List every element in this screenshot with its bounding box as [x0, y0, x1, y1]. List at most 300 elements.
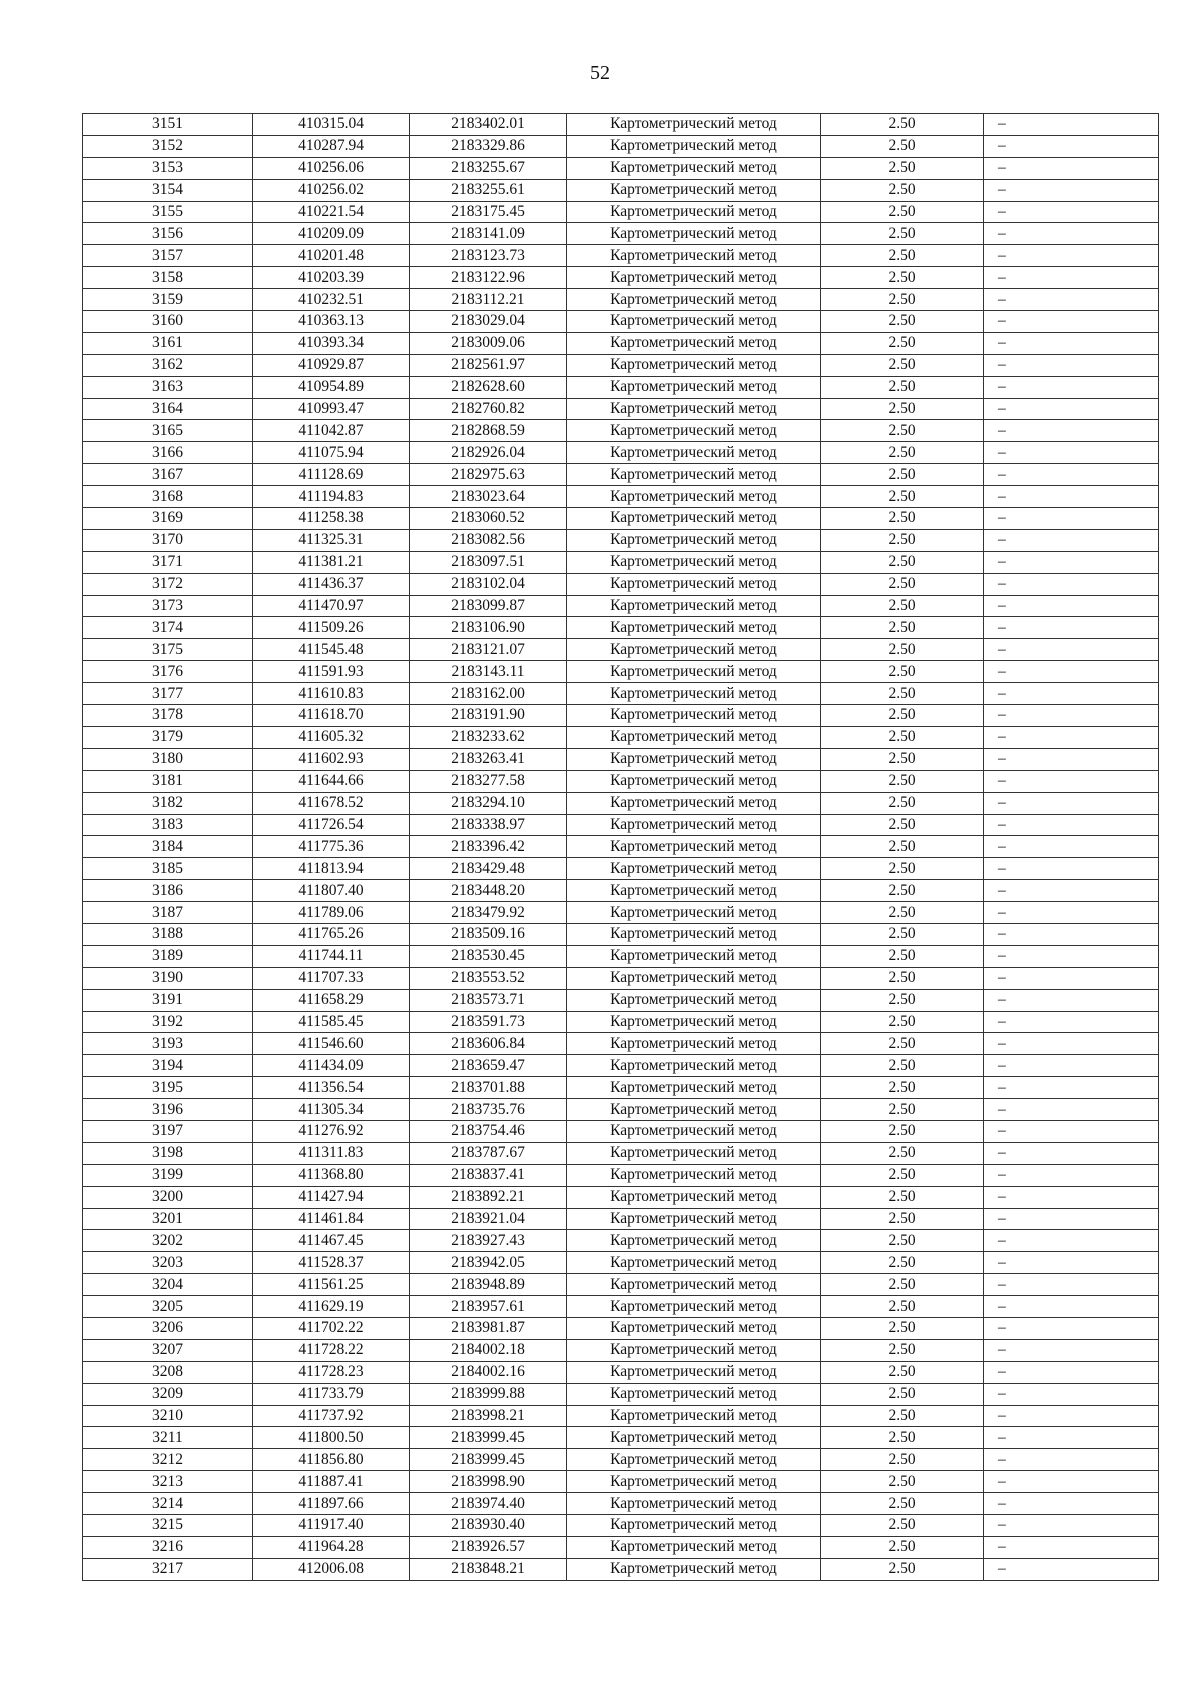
point-number-cell: 3189 [83, 945, 253, 967]
precision-cell: 2.50 [821, 726, 984, 748]
precision-cell: 2.50 [821, 464, 984, 486]
point-number-cell: 3176 [83, 661, 253, 683]
description-cell: – [984, 1471, 1159, 1493]
point-number-cell: 3185 [83, 858, 253, 880]
method-cell: Картометрический метод [567, 683, 821, 705]
table-row [83, 1296, 1159, 1318]
point-number-cell: 3182 [83, 792, 253, 814]
description-cell: – [984, 267, 1159, 289]
method-cell: Картометрический метод [567, 836, 821, 858]
method-cell: Картометрический метод [567, 486, 821, 508]
description-cell: – [984, 770, 1159, 792]
precision-cell: 2.50 [821, 551, 984, 573]
description-cell: – [984, 311, 1159, 333]
method-cell: Картометрический метод [567, 267, 821, 289]
description-cell: – [984, 858, 1159, 880]
precision-cell: 2.50 [821, 880, 984, 902]
description-cell: – [984, 967, 1159, 989]
table-row [83, 1120, 1159, 1142]
description-cell: – [984, 792, 1159, 814]
table-row [83, 1142, 1159, 1164]
x-coordinate-cell: 411602.93 [253, 748, 410, 770]
table-row [83, 551, 1159, 573]
method-cell: Картометрический метод [567, 1493, 821, 1515]
x-coordinate-cell: 411325.31 [253, 529, 410, 551]
precision-cell: 2.50 [821, 486, 984, 508]
point-number-cell: 3202 [83, 1230, 253, 1252]
description-cell: – [984, 705, 1159, 727]
method-cell: Картометрический метод [567, 508, 821, 530]
table-row [83, 726, 1159, 748]
method-cell: Картометрический метод [567, 135, 821, 157]
x-coordinate-cell: 411702.22 [253, 1317, 410, 1339]
y-coordinate-cell: 2183999.45 [410, 1427, 567, 1449]
x-coordinate-cell: 411917.40 [253, 1515, 410, 1537]
method-cell: Картометрический метод [567, 1252, 821, 1274]
y-coordinate-cell: 2183591.73 [410, 1011, 567, 1033]
precision-cell: 2.50 [821, 1317, 984, 1339]
precision-cell: 2.50 [821, 332, 984, 354]
precision-cell: 2.50 [821, 354, 984, 376]
precision-cell: 2.50 [821, 639, 984, 661]
point-number-cell: 3164 [83, 398, 253, 420]
description-cell: – [984, 1383, 1159, 1405]
table-row [83, 595, 1159, 617]
y-coordinate-cell: 2184002.18 [410, 1339, 567, 1361]
point-number-cell: 3201 [83, 1208, 253, 1230]
table-row [83, 1252, 1159, 1274]
precision-cell: 2.50 [821, 114, 984, 136]
method-cell: Картометрический метод [567, 858, 821, 880]
description-cell: – [984, 508, 1159, 530]
precision-cell: 2.50 [821, 814, 984, 836]
point-number-cell: 3152 [83, 135, 253, 157]
x-coordinate-cell: 411610.83 [253, 683, 410, 705]
table-row [83, 1449, 1159, 1471]
method-cell: Картометрический метод [567, 1230, 821, 1252]
description-cell: – [984, 376, 1159, 398]
table-row [83, 923, 1159, 945]
precision-cell: 2.50 [821, 311, 984, 333]
method-cell: Картометрический метод [567, 201, 821, 223]
x-coordinate-cell: 411368.80 [253, 1164, 410, 1186]
table-row [83, 311, 1159, 333]
method-cell: Картометрический метод [567, 1317, 821, 1339]
description-cell: – [984, 902, 1159, 924]
method-cell: Картометрический метод [567, 726, 821, 748]
method-cell: Картометрический метод [567, 748, 821, 770]
y-coordinate-cell: 2183277.58 [410, 770, 567, 792]
description-cell: – [984, 1208, 1159, 1230]
point-number-cell: 3170 [83, 529, 253, 551]
y-coordinate-cell: 2183735.76 [410, 1099, 567, 1121]
precision-cell: 2.50 [821, 945, 984, 967]
table-row [83, 1011, 1159, 1033]
point-number-cell: 3195 [83, 1077, 253, 1099]
method-cell: Картометрический метод [567, 1449, 821, 1471]
x-coordinate-cell: 410363.13 [253, 311, 410, 333]
point-number-cell: 3183 [83, 814, 253, 836]
table-row [83, 376, 1159, 398]
point-number-cell: 3157 [83, 245, 253, 267]
y-coordinate-cell: 2183754.46 [410, 1120, 567, 1142]
precision-cell: 2.50 [821, 1471, 984, 1493]
x-coordinate-cell: 411356.54 [253, 1077, 410, 1099]
y-coordinate-cell: 2183329.86 [410, 135, 567, 157]
method-cell: Картометрический метод [567, 1186, 821, 1208]
precision-cell: 2.50 [821, 1383, 984, 1405]
coordinates-table [82, 113, 1159, 1581]
y-coordinate-cell: 2183659.47 [410, 1055, 567, 1077]
point-number-cell: 3156 [83, 223, 253, 245]
table-row [83, 792, 1159, 814]
x-coordinate-cell: 411726.54 [253, 814, 410, 836]
precision-cell: 2.50 [821, 135, 984, 157]
table-row [83, 398, 1159, 420]
y-coordinate-cell: 2183926.57 [410, 1536, 567, 1558]
description-cell: – [984, 639, 1159, 661]
y-coordinate-cell: 2182760.82 [410, 398, 567, 420]
y-coordinate-cell: 2183402.01 [410, 114, 567, 136]
precision-cell: 2.50 [821, 223, 984, 245]
method-cell: Картометрический метод [567, 989, 821, 1011]
table-row [83, 1427, 1159, 1449]
method-cell: Картометрический метод [567, 1164, 821, 1186]
point-number-cell: 3172 [83, 573, 253, 595]
point-number-cell: 3193 [83, 1033, 253, 1055]
table-row [83, 573, 1159, 595]
y-coordinate-cell: 2183255.67 [410, 157, 567, 179]
precision-cell: 2.50 [821, 770, 984, 792]
y-coordinate-cell: 2182975.63 [410, 464, 567, 486]
description-cell: – [984, 595, 1159, 617]
point-number-cell: 3213 [83, 1471, 253, 1493]
x-coordinate-cell: 411728.23 [253, 1361, 410, 1383]
table-row [83, 223, 1159, 245]
x-coordinate-cell: 411467.45 [253, 1230, 410, 1252]
method-cell: Картометрический метод [567, 945, 821, 967]
x-coordinate-cell: 410256.02 [253, 179, 410, 201]
y-coordinate-cell: 2183082.56 [410, 529, 567, 551]
description-cell: – [984, 179, 1159, 201]
description-cell: – [984, 1099, 1159, 1121]
method-cell: Картометрический метод [567, 1099, 821, 1121]
description-cell: – [984, 464, 1159, 486]
x-coordinate-cell: 411591.93 [253, 661, 410, 683]
x-coordinate-cell: 412006.08 [253, 1558, 410, 1580]
method-cell: Картометрический метод [567, 1515, 821, 1537]
x-coordinate-cell: 411381.21 [253, 551, 410, 573]
precision-cell: 2.50 [821, 1339, 984, 1361]
table-row [83, 1317, 1159, 1339]
precision-cell: 2.50 [821, 1230, 984, 1252]
precision-cell: 2.50 [821, 201, 984, 223]
method-cell: Картометрический метод [567, 1383, 821, 1405]
point-number-cell: 3187 [83, 902, 253, 924]
x-coordinate-cell: 411258.38 [253, 508, 410, 530]
x-coordinate-cell: 411856.80 [253, 1449, 410, 1471]
table-row [83, 1055, 1159, 1077]
point-number-cell: 3204 [83, 1274, 253, 1296]
precision-cell: 2.50 [821, 836, 984, 858]
y-coordinate-cell: 2183263.41 [410, 748, 567, 770]
table-row [83, 289, 1159, 311]
precision-cell: 2.50 [821, 1361, 984, 1383]
table-row [83, 1536, 1159, 1558]
description-cell: – [984, 1077, 1159, 1099]
table-row [83, 1383, 1159, 1405]
method-cell: Картометрический метод [567, 770, 821, 792]
y-coordinate-cell: 2183175.45 [410, 201, 567, 223]
y-coordinate-cell: 2183143.11 [410, 661, 567, 683]
y-coordinate-cell: 2184002.16 [410, 1361, 567, 1383]
x-coordinate-cell: 411276.92 [253, 1120, 410, 1142]
precision-cell: 2.50 [821, 1296, 984, 1318]
method-cell: Картометрический метод [567, 1339, 821, 1361]
x-coordinate-cell: 411461.84 [253, 1208, 410, 1230]
y-coordinate-cell: 2183029.04 [410, 311, 567, 333]
x-coordinate-cell: 411897.66 [253, 1493, 410, 1515]
point-number-cell: 3162 [83, 354, 253, 376]
y-coordinate-cell: 2183573.71 [410, 989, 567, 1011]
precision-cell: 2.50 [821, 1274, 984, 1296]
y-coordinate-cell: 2183837.41 [410, 1164, 567, 1186]
method-cell: Картометрический метод [567, 1142, 821, 1164]
x-coordinate-cell: 411470.97 [253, 595, 410, 617]
table-row [83, 1164, 1159, 1186]
table-row [83, 157, 1159, 179]
precision-cell: 2.50 [821, 661, 984, 683]
point-number-cell: 3190 [83, 967, 253, 989]
description-cell: – [984, 442, 1159, 464]
precision-cell: 2.50 [821, 792, 984, 814]
precision-cell: 2.50 [821, 595, 984, 617]
y-coordinate-cell: 2183141.09 [410, 223, 567, 245]
description-cell: – [984, 1164, 1159, 1186]
y-coordinate-cell: 2183102.04 [410, 573, 567, 595]
y-coordinate-cell: 2183233.62 [410, 726, 567, 748]
y-coordinate-cell: 2183999.45 [410, 1449, 567, 1471]
table-row [83, 814, 1159, 836]
x-coordinate-cell: 411775.36 [253, 836, 410, 858]
method-cell: Картометрический метод [567, 814, 821, 836]
description-cell: – [984, 814, 1159, 836]
y-coordinate-cell: 2183023.64 [410, 486, 567, 508]
table-row [83, 201, 1159, 223]
table-row [83, 1361, 1159, 1383]
precision-cell: 2.50 [821, 1186, 984, 1208]
table-row [83, 705, 1159, 727]
description-cell: – [984, 1558, 1159, 1580]
x-coordinate-cell: 411311.83 [253, 1142, 410, 1164]
method-cell: Картометрический метод [567, 114, 821, 136]
table-row [83, 1186, 1159, 1208]
description-cell: – [984, 201, 1159, 223]
description-cell: – [984, 1186, 1159, 1208]
description-cell: – [984, 573, 1159, 595]
description-cell: – [984, 1142, 1159, 1164]
table-row [83, 332, 1159, 354]
table-row [83, 508, 1159, 530]
method-cell: Картометрический метод [567, 1361, 821, 1383]
precision-cell: 2.50 [821, 923, 984, 945]
method-cell: Картометрический метод [567, 639, 821, 661]
y-coordinate-cell: 2183122.96 [410, 267, 567, 289]
x-coordinate-cell: 411658.29 [253, 989, 410, 1011]
precision-cell: 2.50 [821, 376, 984, 398]
method-cell: Картометрический метод [567, 1011, 821, 1033]
point-number-cell: 3210 [83, 1405, 253, 1427]
x-coordinate-cell: 410287.94 [253, 135, 410, 157]
table-row [83, 836, 1159, 858]
table-row [83, 1405, 1159, 1427]
y-coordinate-cell: 2183106.90 [410, 617, 567, 639]
description-cell: – [984, 617, 1159, 639]
method-cell: Картометрический метод [567, 354, 821, 376]
description-cell: – [984, 1274, 1159, 1296]
table-row [83, 267, 1159, 289]
precision-cell: 2.50 [821, 508, 984, 530]
precision-cell: 2.50 [821, 442, 984, 464]
description-cell: – [984, 1536, 1159, 1558]
table-row [83, 1230, 1159, 1252]
precision-cell: 2.50 [821, 617, 984, 639]
table-row [83, 748, 1159, 770]
y-coordinate-cell: 2183787.67 [410, 1142, 567, 1164]
y-coordinate-cell: 2183099.87 [410, 595, 567, 617]
method-cell: Картометрический метод [567, 1296, 821, 1318]
description-cell: – [984, 661, 1159, 683]
point-number-cell: 3205 [83, 1296, 253, 1318]
x-coordinate-cell: 410201.48 [253, 245, 410, 267]
x-coordinate-cell: 411733.79 [253, 1383, 410, 1405]
y-coordinate-cell: 2183927.43 [410, 1230, 567, 1252]
point-number-cell: 3167 [83, 464, 253, 486]
table-row [83, 1033, 1159, 1055]
description-cell: – [984, 332, 1159, 354]
y-coordinate-cell: 2183998.90 [410, 1471, 567, 1493]
y-coordinate-cell: 2183162.00 [410, 683, 567, 705]
method-cell: Картометрический метод [567, 617, 821, 639]
table-row [83, 770, 1159, 792]
y-coordinate-cell: 2183892.21 [410, 1186, 567, 1208]
method-cell: Картометрический метод [567, 1536, 821, 1558]
point-number-cell: 3161 [83, 332, 253, 354]
table-row [83, 945, 1159, 967]
description-cell: – [984, 398, 1159, 420]
precision-cell: 2.50 [821, 157, 984, 179]
table-row [83, 1099, 1159, 1121]
point-number-cell: 3196 [83, 1099, 253, 1121]
table-row [83, 639, 1159, 661]
x-coordinate-cell: 411042.87 [253, 420, 410, 442]
description-cell: – [984, 1230, 1159, 1252]
point-number-cell: 3212 [83, 1449, 253, 1471]
description-cell: – [984, 1405, 1159, 1427]
description-cell: – [984, 1011, 1159, 1033]
table-row [83, 420, 1159, 442]
description-cell: – [984, 486, 1159, 508]
precision-cell: 2.50 [821, 902, 984, 924]
x-coordinate-cell: 411887.41 [253, 1471, 410, 1493]
precision-cell: 2.50 [821, 245, 984, 267]
table-row [83, 1077, 1159, 1099]
precision-cell: 2.50 [821, 573, 984, 595]
point-number-cell: 3184 [83, 836, 253, 858]
precision-cell: 2.50 [821, 989, 984, 1011]
method-cell: Картометрический метод [567, 442, 821, 464]
method-cell: Картометрический метод [567, 1274, 821, 1296]
method-cell: Картометрический метод [567, 1405, 821, 1427]
x-coordinate-cell: 411194.83 [253, 486, 410, 508]
x-coordinate-cell: 410993.47 [253, 398, 410, 420]
y-coordinate-cell: 2182628.60 [410, 376, 567, 398]
description-cell: – [984, 726, 1159, 748]
method-cell: Картометрический метод [567, 179, 821, 201]
x-coordinate-cell: 411629.19 [253, 1296, 410, 1318]
x-coordinate-cell: 411528.37 [253, 1252, 410, 1274]
point-number-cell: 3173 [83, 595, 253, 617]
x-coordinate-cell: 410929.87 [253, 354, 410, 376]
table-row [83, 245, 1159, 267]
point-number-cell: 3159 [83, 289, 253, 311]
table-row [83, 902, 1159, 924]
x-coordinate-cell: 411618.70 [253, 705, 410, 727]
y-coordinate-cell: 2183974.40 [410, 1493, 567, 1515]
x-coordinate-cell: 411728.22 [253, 1339, 410, 1361]
point-number-cell: 3158 [83, 267, 253, 289]
precision-cell: 2.50 [821, 683, 984, 705]
y-coordinate-cell: 2183294.10 [410, 792, 567, 814]
point-number-cell: 3165 [83, 420, 253, 442]
method-cell: Картометрический метод [567, 332, 821, 354]
precision-cell: 2.50 [821, 1120, 984, 1142]
point-number-cell: 3180 [83, 748, 253, 770]
description-cell: – [984, 420, 1159, 442]
y-coordinate-cell: 2183930.40 [410, 1515, 567, 1537]
y-coordinate-cell: 2183123.73 [410, 245, 567, 267]
x-coordinate-cell: 411800.50 [253, 1427, 410, 1449]
method-cell: Картометрический метод [567, 376, 821, 398]
y-coordinate-cell: 2182561.97 [410, 354, 567, 376]
description-cell: – [984, 683, 1159, 705]
method-cell: Картометрический метод [567, 398, 821, 420]
precision-cell: 2.50 [821, 1055, 984, 1077]
precision-cell: 2.50 [821, 1077, 984, 1099]
table-row [83, 683, 1159, 705]
precision-cell: 2.50 [821, 1252, 984, 1274]
point-number-cell: 3160 [83, 311, 253, 333]
precision-cell: 2.50 [821, 1033, 984, 1055]
y-coordinate-cell: 2183848.21 [410, 1558, 567, 1580]
method-cell: Картометрический метод [567, 902, 821, 924]
table-row [83, 989, 1159, 1011]
x-coordinate-cell: 411546.60 [253, 1033, 410, 1055]
point-number-cell: 3153 [83, 157, 253, 179]
description-cell: – [984, 1296, 1159, 1318]
precision-cell: 2.50 [821, 1515, 984, 1537]
precision-cell: 2.50 [821, 267, 984, 289]
y-coordinate-cell: 2183255.61 [410, 179, 567, 201]
description-cell: – [984, 135, 1159, 157]
table-row [83, 617, 1159, 639]
method-cell: Картометрический метод [567, 420, 821, 442]
x-coordinate-cell: 410315.04 [253, 114, 410, 136]
point-number-cell: 3155 [83, 201, 253, 223]
x-coordinate-cell: 411128.69 [253, 464, 410, 486]
table-row [83, 1339, 1159, 1361]
x-coordinate-cell: 411765.26 [253, 923, 410, 945]
